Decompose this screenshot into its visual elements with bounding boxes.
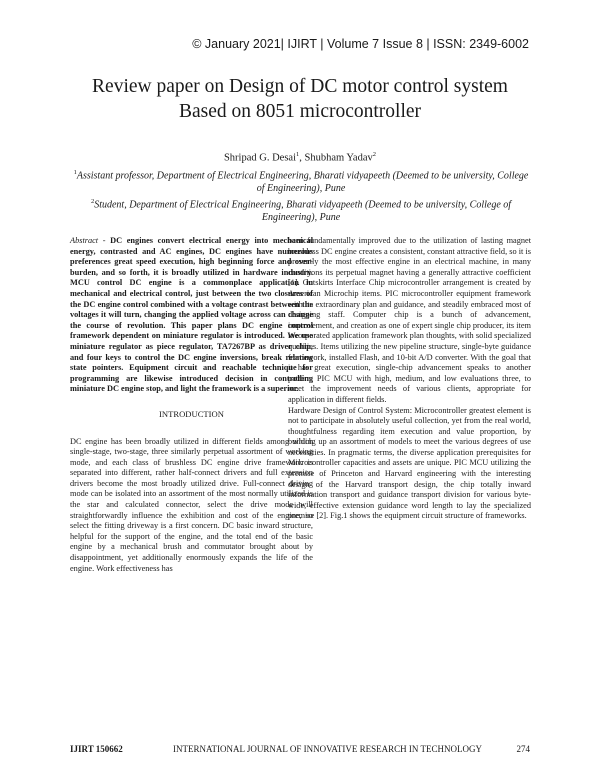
paper-title-line-1: Review paper on Design of DC motor control system [92,76,508,97]
paper-title-line-2: Based on 8051 microcontroller [178,101,422,122]
journal-name: INTERNATIONAL JOURNAL OF INNOVATIVE RESEARCH IN TECHNOLOGY [173,744,482,754]
affiliation-2 [70,195,532,224]
paper-title [0,74,600,124]
affiliation-marker: 1 [73,169,77,176]
abstract-label: Abstract - [70,236,111,245]
page-number: 274 [516,744,530,754]
author-affiliation-marker: 2 [372,151,377,158]
left-column [70,236,313,574]
affiliation-text: Student, Department of Electrical Engineering, Bharati vidyapeeth (Deemed to be university, College of Engineering), Pune [94,199,512,224]
author-separator: , [299,152,305,164]
section-heading-introduction: INTRODUCTION [159,408,224,419]
body-paragraph: Hardware Design of Control System: Microcontroller greatest element is not to participate in absolutely useful collection, yet from the real world, thoughtfulness regarding item execution and value proportion, by building up an assortment of models to meet the various degrees of use necessities. In pragmatic terms, the diverse application prerequisites for Microcontroller capacities and assets are unique. PIC MCU utilizing the premise of Princeton and Harvard engineering with the interesting design of the Harvard transport design, the chip totally inward information transport and guidance transport division for various byte-wide, effective extension guidance word length to lay the specialized premise [2]. Fig.1 shows the equipment circuit structure of frameworks. [288,405,531,521]
author-affiliation-marker: 1 [296,151,300,158]
affiliation-text: Assistant professor, Department of Electrical Engineering, Bharati vidyapeeth (Deemed to be university, College of Engineering), Pune [76,170,529,195]
body-paragraph: DC engine has been broadly utilized in different fields among which single-stage, two-stage, three similarly perpetual assortment of working mode, and each class of brushless DC engine drive framework is separated into different, rather half-connect drivers and full extension drivers become the most broadly utilized drive. Full-connect driving mode can be isolated into an assortment of the most normally utilized is the star and calculated connector, select the drive mode will straightforwardly influence the exhibition and cost of the engine, so select the fitting driveway is a first concern. DC basic inward structure, helpful for the support of the engine, and the total end of the basic engine by a mechanical brush and commutator brought about by disappointment, yet additionally enormously expands the life of the engine. Work effectiveness has [70,436,313,573]
author-list [0,151,600,164]
author-name: Shubham Yadav [304,152,373,164]
journal-header: © January 2021| IJIRT | Volume 7 Issue 8 | ISSN: 2349-6002 [192,37,529,51]
abstract [70,236,313,395]
author-name: Shripad G. Desai [223,152,296,164]
affiliation-1 [70,166,532,195]
body-paragraph: been fundamentally improved due to the utilization of lasting magnet brushless DC engine creates a consistent, constant attractive field, so it is presently the most effective engine in an electrical machine, in many conditions its perpetual magnet having a generally attractive coefficient [1]. Outskirts Interface Chip microcontroller arrangement is created by American Microchip items. PIC microcontroller equipment framework with its extraordinary plan and guidance, and steadily embraced most of designing staff. Computer chip is a bunch of advancement, improvement, and creation as one of expert single chip producer, its item incorporated application framework plan thoughts, with solid specialized qualities. Items utilizing the new pipeline structure, single-byte guidance framework, installed Flash, and 10-bit A/D converter. With the goal that it has great execution, single-chip advancement speaks to another pattern. PIC MCU with high, medium, and low evaluations three, to meet the improvement needs of various clients, appropriate for application in different fields. [288,236,531,404]
paper-id: IJIRT 150662 [70,744,123,754]
abstract-text: DC engines convert electrical energy into mechanical energy, contrasted and AC engines, DC engines have numerous preferences great speed execution, high beginning force and over-burden, and so forth, it is broadly utilized in hardware industry. MCU control DC engine is a commonplace application in mechanical and electrical control, just between the two closures of the DC engine control combined with a voltage contrast between the voltages it will turn, changing the applied voltage across can change the course of revolution. This paper plans DC engine control framework dependent on miniature regulator is introduced. We use miniature regulator as piece regulator, TA7267BP as driver chip, and four keys to control the DC engine inversions, break relating state pointers. Equipment circuit and reachable technique for programming are likewise introduced decision in controlling miniature DC engine stop, and light the framework is a superior. [70,236,313,394]
right-column [288,236,531,522]
affiliation-marker: 2 [90,198,95,205]
